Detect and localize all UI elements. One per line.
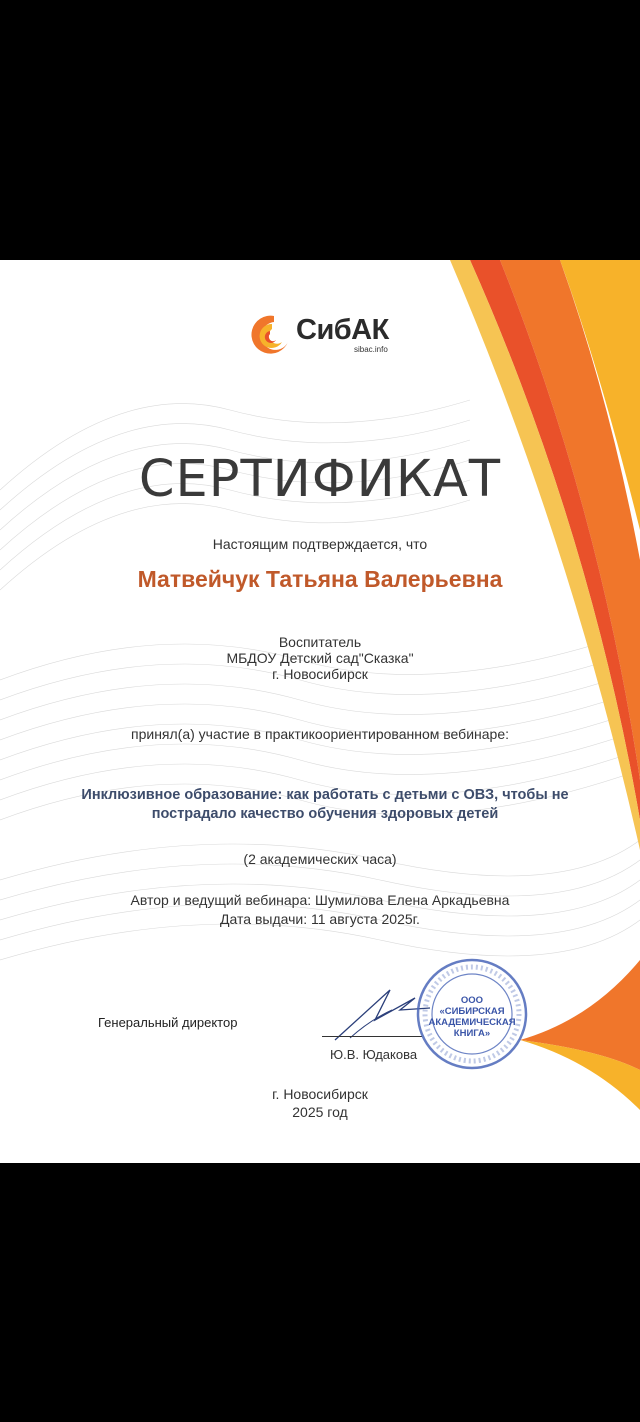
certificate-title: СЕРТИФИКАТ	[138, 450, 502, 509]
seal-line4: КНИГА»	[453, 1028, 491, 1039]
recipient-details	[0, 634, 640, 682]
seal-line2: «СИБИРСКАЯ	[439, 1006, 505, 1017]
certificate	[0, 260, 640, 1163]
logo-site: sibac.info	[354, 345, 388, 354]
webinar-title	[60, 786, 590, 824]
logo-name: СибАК	[296, 314, 389, 346]
issue-date: Дата выдачи: 11 августа 2025г.	[220, 911, 420, 927]
signature-line	[322, 1036, 422, 1037]
decorative-swoosh	[0, 260, 640, 1163]
recipient-position: Воспитатель	[278, 634, 362, 650]
sibak-logo	[244, 312, 404, 358]
seal-line3: АКАДЕМИЧЕСКАЯ	[428, 1017, 516, 1028]
seal-line1: ООО	[460, 995, 484, 1006]
logo-swirl-icon	[244, 312, 292, 358]
footer-city: г. Новосибирск	[272, 1086, 368, 1102]
seal-text	[424, 995, 520, 1039]
hours-text: (2 академических часа)	[243, 851, 397, 867]
signer-name: Ю.В. Юдакова	[330, 1047, 418, 1062]
participation-text: принял(а) участие в практикоориентированном вебинаре:	[131, 726, 509, 742]
recipient-city: г. Новосибирск	[272, 666, 368, 682]
recipient-name: Матвейчук Татьяна Валерьевна	[137, 566, 503, 592]
webinar-title-line1: Инклюзивное образование: как работать с детьми с ОВЗ, чтобы не	[81, 787, 569, 803]
signer-title: Генеральный директор	[98, 1015, 238, 1030]
author-text: Автор и ведущий вебинара: Шумилова Елена Аркадьевна	[130, 892, 510, 908]
recipient-organization: МБДОУ Детский сад"Сказка"	[226, 650, 414, 666]
webinar-title-line2: пострадало качество обучения здоровых детей	[151, 806, 499, 822]
footer-year: 2025 год	[292, 1104, 348, 1120]
confirm-text: Настоящим подтверждается, что	[212, 536, 428, 552]
